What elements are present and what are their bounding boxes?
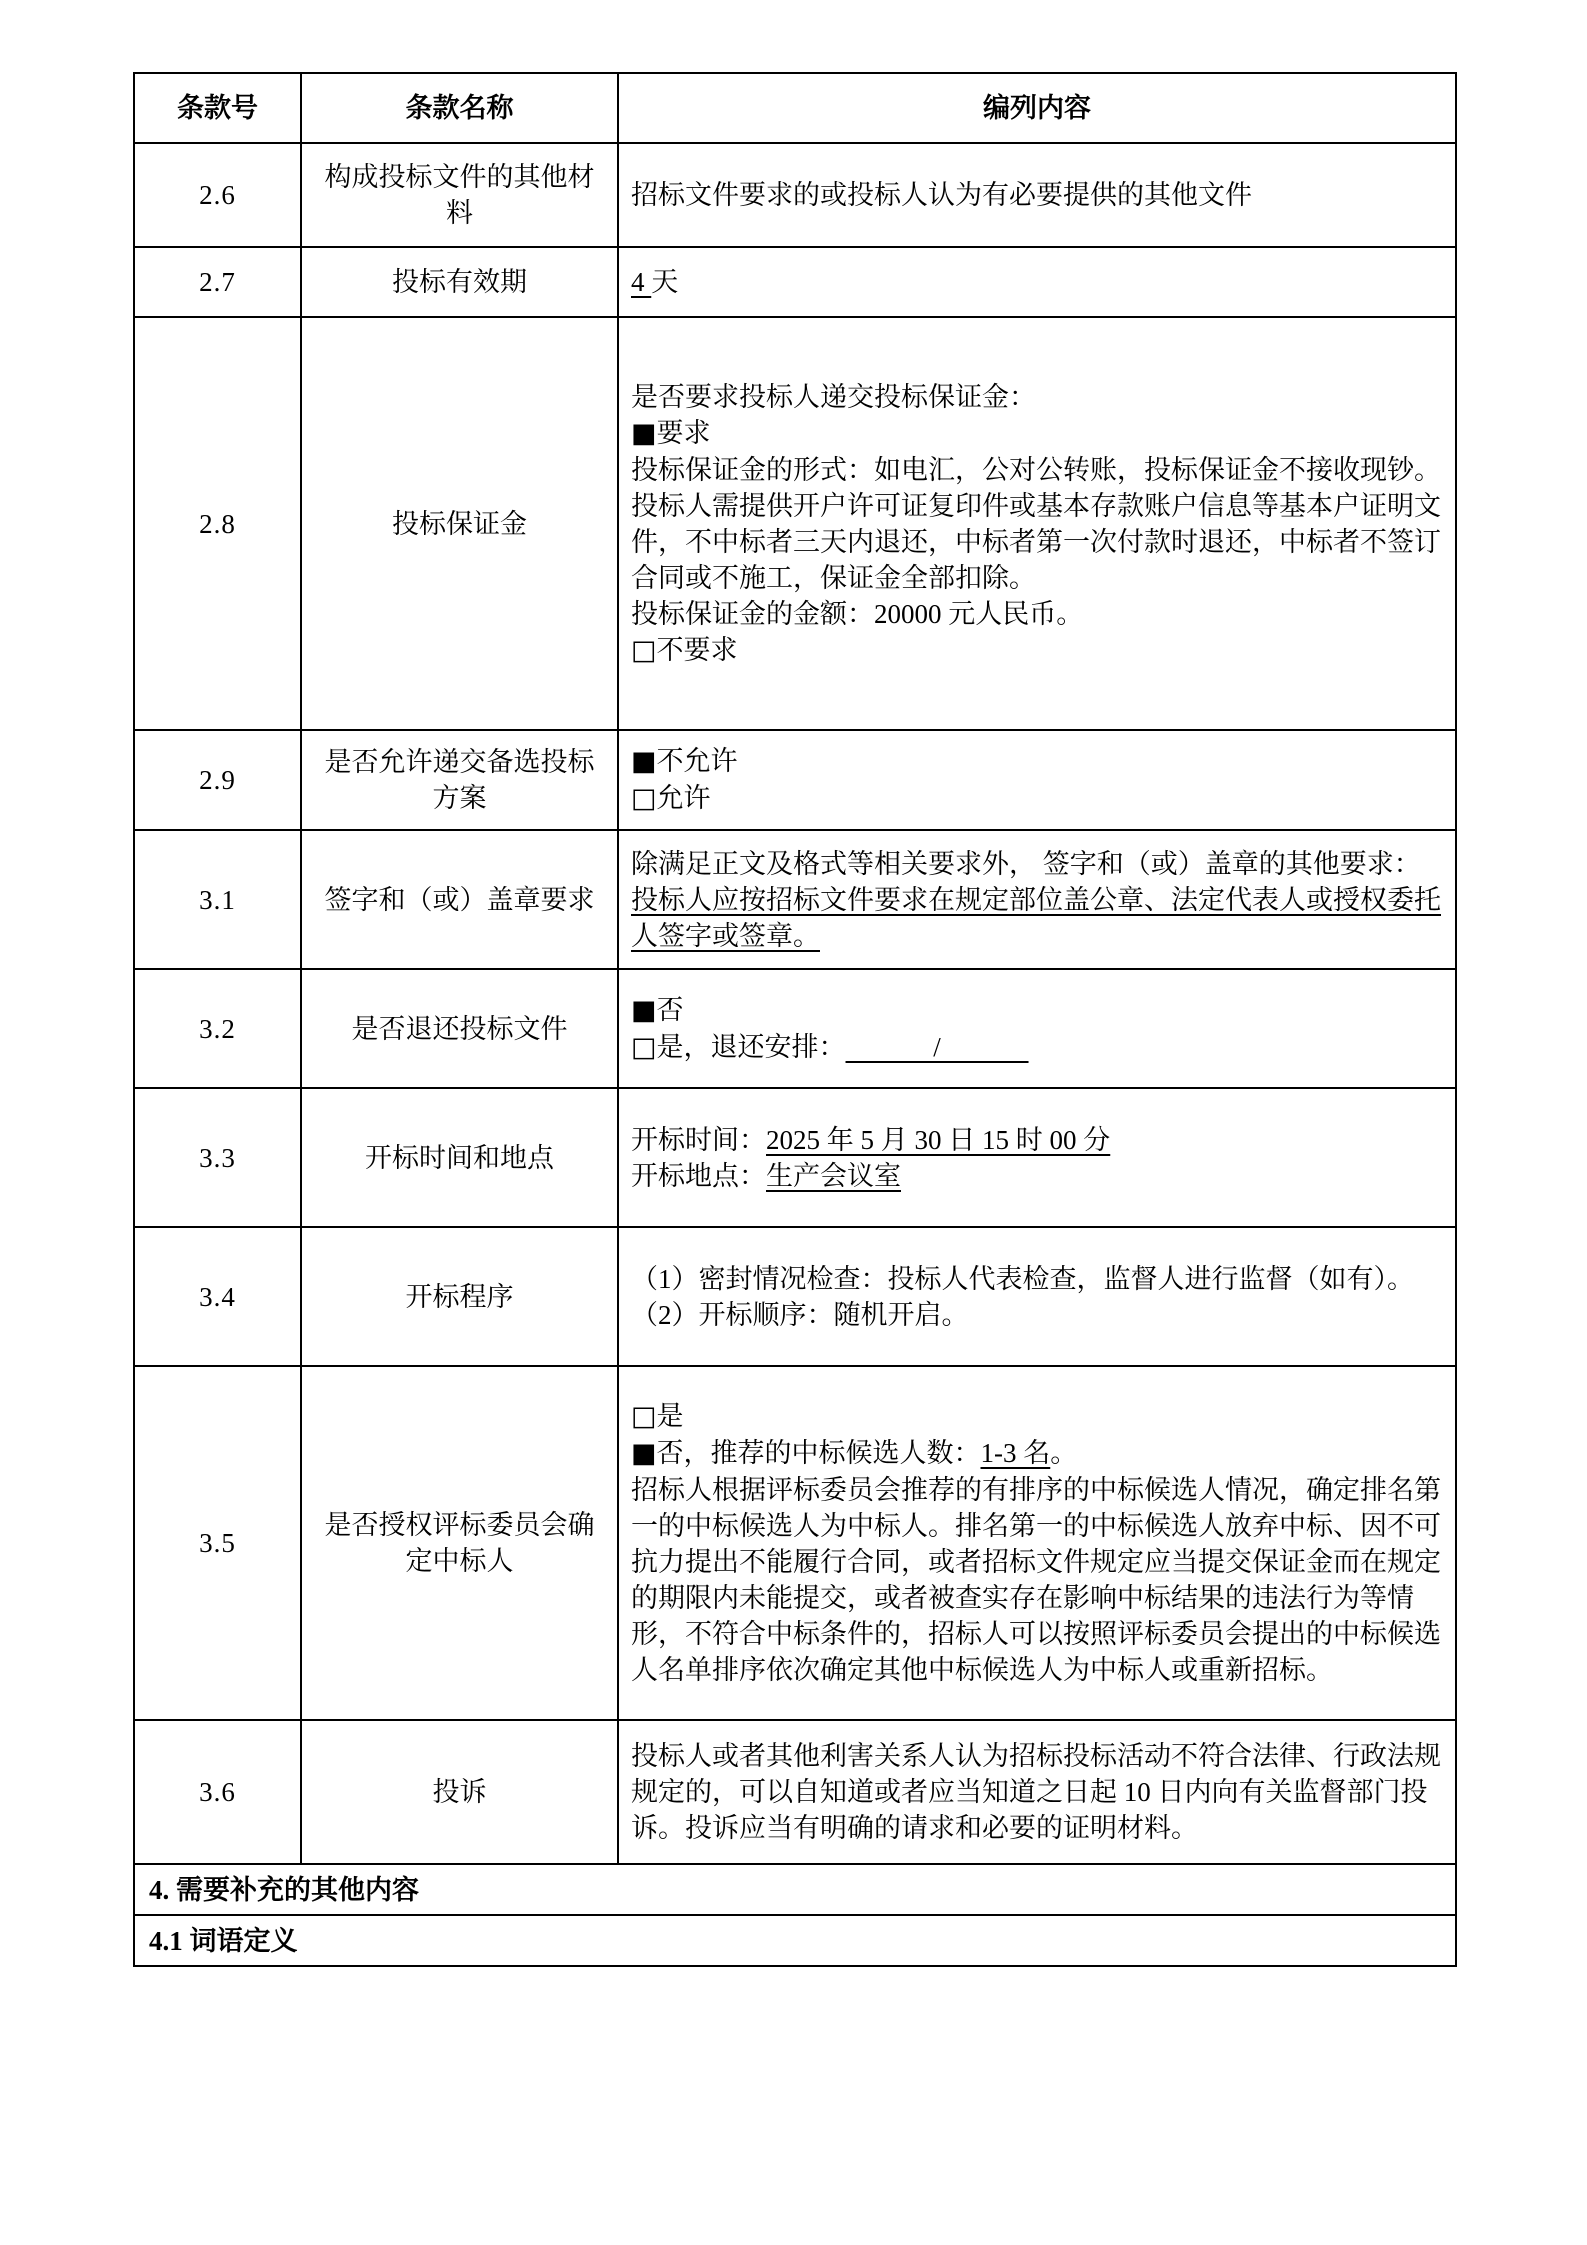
return-arrangement-blank: / bbox=[845, 1031, 1029, 1062]
row-2-7 bbox=[134, 247, 1456, 317]
row-3-3 bbox=[134, 1088, 1456, 1227]
option-required-label: 要求 bbox=[656, 417, 711, 448]
header-clause-name: 条款名称 bbox=[301, 73, 618, 143]
content-cell bbox=[618, 143, 1456, 247]
opening-place-label: 开标地点： bbox=[631, 1160, 766, 1191]
clause-name: 是否允许递交备选投标方案 bbox=[301, 730, 618, 830]
row-4-1 bbox=[134, 1915, 1456, 1966]
clause-name: 开标程序 bbox=[301, 1227, 618, 1366]
signature-requirement-lead: 除满足正文及格式等相关要求外， 签字和（或）盖章的其他要求： bbox=[631, 848, 1421, 879]
checkbox-checked-icon: ■ bbox=[631, 1438, 657, 1469]
option-allowed-label: 允许 bbox=[656, 783, 711, 813]
option-not-allowed-label: 不允许 bbox=[656, 746, 738, 776]
content-cell bbox=[618, 730, 1456, 830]
clause-name: 签字和（或）盖章要求 bbox=[301, 830, 618, 969]
content-cell bbox=[618, 969, 1456, 1088]
clause-name: 投标有效期 bbox=[301, 247, 618, 317]
checkbox-unchecked-icon: □ bbox=[631, 783, 657, 814]
clause-number: 3.2 bbox=[134, 969, 301, 1088]
content-text: 招标文件要求的或投标人认为有必要提供的其他文件 bbox=[631, 180, 1252, 210]
clause-number: 3.4 bbox=[134, 1227, 301, 1366]
clause-number: 2.9 bbox=[134, 730, 301, 830]
clause-name: 是否授权评标委员会确定中标人 bbox=[301, 1366, 618, 1720]
option-no-lead: 否，推荐的中标候选人数： bbox=[656, 1438, 981, 1468]
checkbox-checked-icon: ■ bbox=[631, 746, 657, 777]
clause-number: 3.6 bbox=[134, 1720, 301, 1864]
award-determination-paragraph: 招标人根据评标委员会推荐的有排序的中标候选人情况，确定排名第一的中标候选人为中标人。排名第一的中标候选人放弃中标、因不可抗力提出不能履行合同，或者招标文件规定应当提交保证金而在规定的期限内未能提交，或者被查实存在影响中标结果的违法行为等情形，不符合中标条件的，招标人可以按照评标委员会提出的中标候选人名单排序依次确定其他中标候选人为中标人或重新招标。 bbox=[631, 1475, 1441, 1685]
opening-time-label: 开标时间： bbox=[631, 1124, 766, 1155]
bid-validity-unit: 天 bbox=[651, 267, 679, 297]
row-2-9 bbox=[134, 730, 1456, 830]
section-title: 4. 需要补充的其他内容 bbox=[134, 1864, 1456, 1915]
clause-name: 投标保证金 bbox=[301, 317, 618, 730]
table-header-row bbox=[134, 73, 1456, 143]
row-2-8 bbox=[134, 317, 1456, 730]
checkbox-checked-icon: ■ bbox=[631, 417, 657, 449]
content-cell bbox=[618, 1720, 1456, 1864]
checkbox-unchecked-icon: □ bbox=[631, 1031, 657, 1063]
deposit-form-text: 投标保证金的形式：如电汇，公对公转账，投标保证金不接收现钞。 bbox=[631, 454, 1441, 485]
opening-place-value: 生产会议室 bbox=[766, 1160, 901, 1191]
content-cell bbox=[618, 317, 1456, 730]
complaint-paragraph: 投标人或者其他利害关系人认为招标投标活动不符合法律、行政法规规定的，可以自知道或者应当知道之日起 10 日内向有关监督部门投诉。投诉应当有明确的请求和必要的证明材料。 bbox=[631, 1741, 1441, 1843]
clause-name: 是否退还投标文件 bbox=[301, 969, 618, 1088]
signature-requirement-underlined: 投标人应按招标文件要求在规定部位盖公章、法定代表人或授权委托人签字或签章。 bbox=[631, 884, 1441, 951]
clause-number: 2.8 bbox=[134, 317, 301, 730]
clause-number: 3.1 bbox=[134, 830, 301, 969]
option-yes-label: 是，退还安排： bbox=[656, 1031, 846, 1062]
row-3-1 bbox=[134, 830, 1456, 969]
bid-validity-days-value: 4 bbox=[631, 267, 652, 297]
content-cell bbox=[618, 1227, 1456, 1366]
checkbox-checked-icon: ■ bbox=[631, 994, 657, 1026]
content-cell bbox=[618, 830, 1456, 969]
option-not-required-label: 不要求 bbox=[656, 634, 738, 665]
row-2-6 bbox=[134, 143, 1456, 247]
clause-name: 投诉 bbox=[301, 1720, 618, 1864]
candidate-count-value: 1-3 名 bbox=[980, 1438, 1051, 1468]
clause-number: 2.6 bbox=[134, 143, 301, 247]
header-clause-number: 条款号 bbox=[134, 73, 301, 143]
clause-number: 3.5 bbox=[134, 1366, 301, 1720]
content-cell bbox=[618, 1366, 1456, 1720]
section-subtitle: 4.1 词语定义 bbox=[134, 1915, 1456, 1966]
checkbox-unchecked-icon: □ bbox=[631, 1401, 657, 1432]
opening-procedure-step1: （1）密封情况检查：投标人代表检查，监督人进行监督（如有）。 bbox=[631, 1263, 1414, 1294]
clause-name: 开标时间和地点 bbox=[301, 1088, 618, 1227]
deposit-amount-text: 投标保证金的金额：20000 元人民币。 bbox=[631, 598, 1084, 629]
deposit-detail-text: 投标人需提供开户许可证复印件或基本存款账户信息等基本户证明文件，不中标者三天内退还，中标者第一次付款时退还，中标者不签订合同或不施工，保证金全部扣除。 bbox=[631, 490, 1441, 593]
option-no-label: 否 bbox=[656, 994, 684, 1025]
clause-number: 2.7 bbox=[134, 247, 301, 317]
opening-time-value: 2025 年 5 月 30 日 15 时 00 分 bbox=[766, 1124, 1111, 1155]
option-no-tail: 。 bbox=[1050, 1438, 1078, 1468]
row-4 bbox=[134, 1864, 1456, 1915]
content-cell bbox=[618, 1088, 1456, 1227]
opening-procedure-step2: （2）开标顺序：随机开启。 bbox=[631, 1299, 969, 1330]
row-3-6 bbox=[134, 1720, 1456, 1864]
row-3-5 bbox=[134, 1366, 1456, 1720]
content-cell bbox=[618, 247, 1456, 317]
deposit-intro: 是否要求投标人递交投标保证金： bbox=[631, 381, 1036, 412]
clause-name: 构成投标文件的其他材料 bbox=[301, 143, 618, 247]
bid-clauses-table bbox=[133, 72, 1457, 1967]
row-3-4 bbox=[134, 1227, 1456, 1366]
header-content: 编列内容 bbox=[618, 73, 1456, 143]
checkbox-unchecked-icon: □ bbox=[631, 634, 657, 666]
row-3-2 bbox=[134, 969, 1456, 1088]
clause-number: 3.3 bbox=[134, 1088, 301, 1227]
option-yes-label: 是 bbox=[656, 1401, 684, 1431]
